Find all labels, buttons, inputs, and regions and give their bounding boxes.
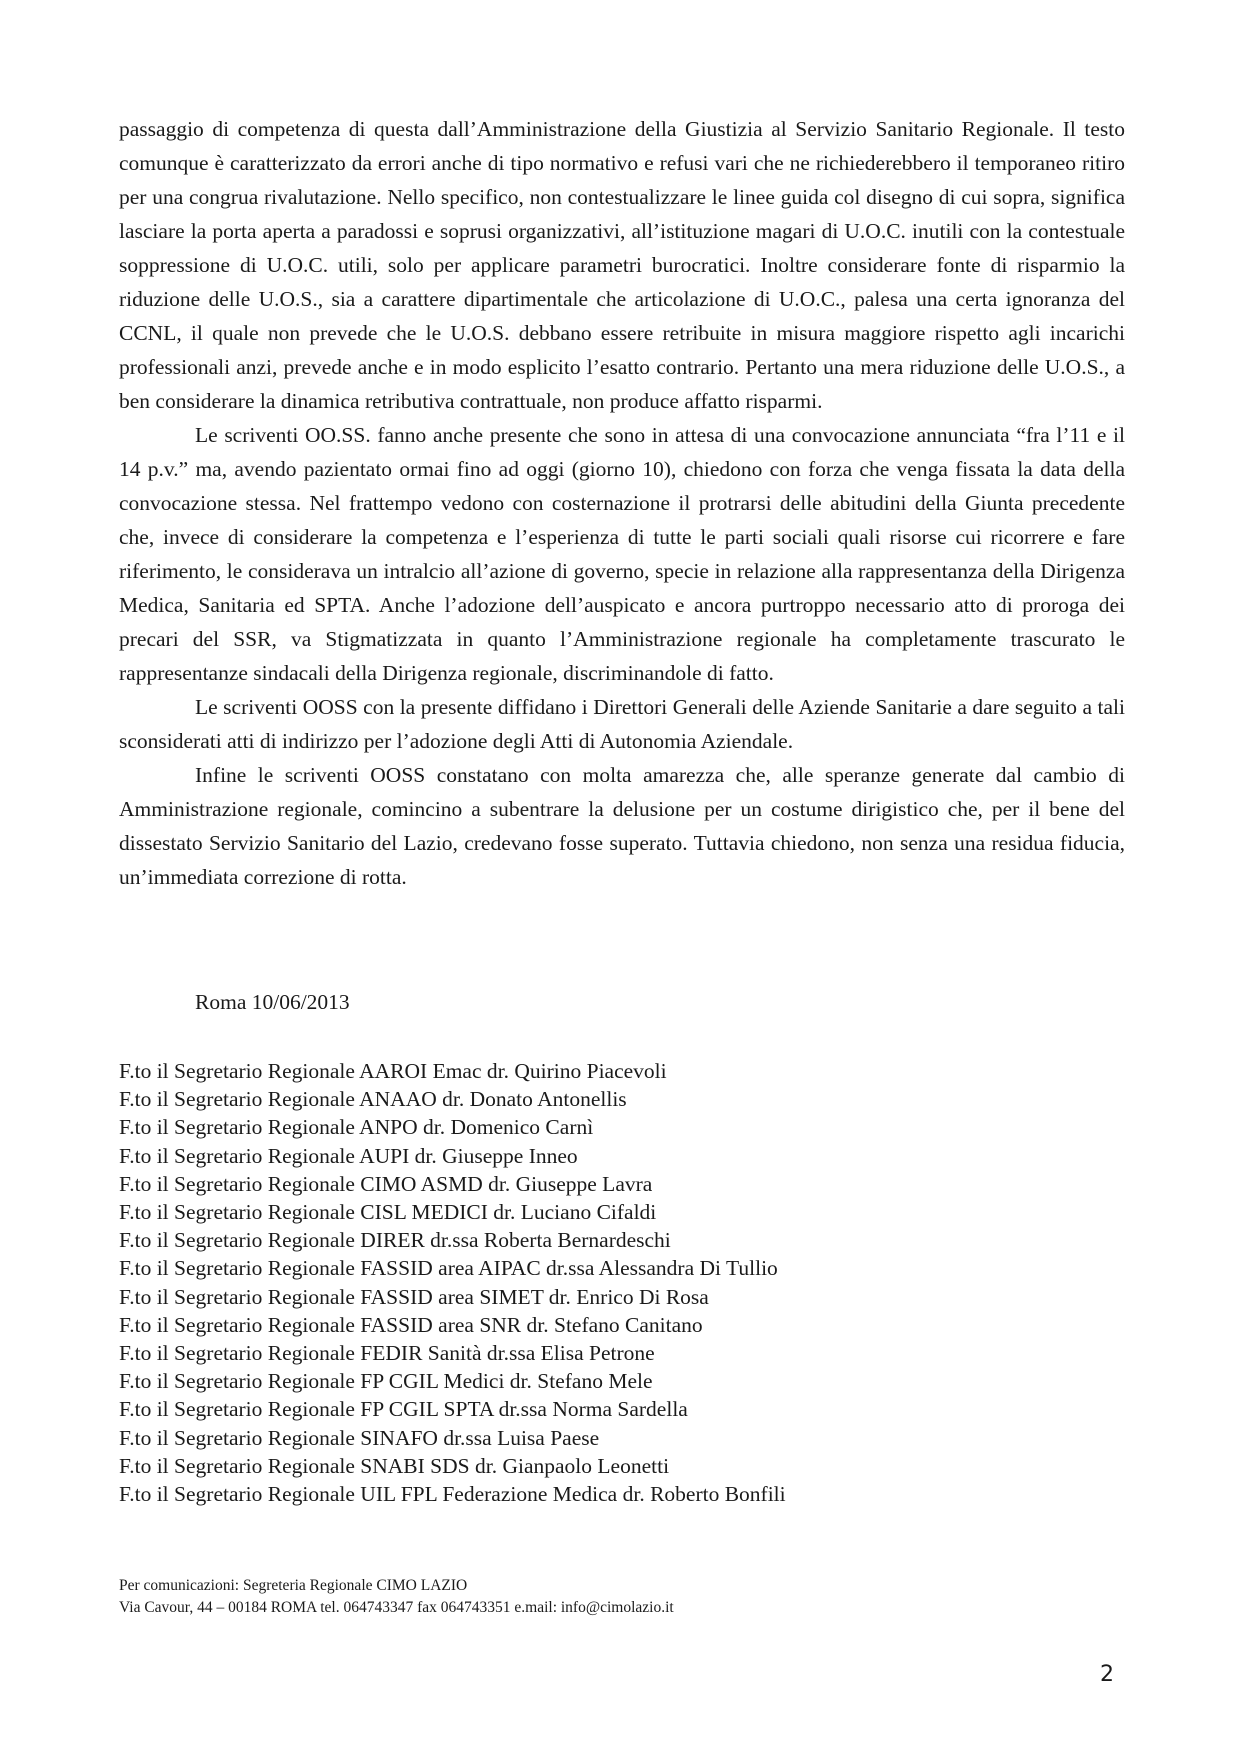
footer-contact-line: Per comunicazioni: Segreteria Regionale CIMO LAZIO [119,1577,468,1594]
signature-line: F.to il Segretario Regionale DIRER dr.ssa Roberta Bernardeschi [119,1228,671,1253]
paragraph-4: Infine le scriventi OOSS constatano con molta amarezza che, alle speranze generate dal cambio di Amministrazione regionale, comincino a subentrare la delusione per un costume dirigistico che, per il bene del dissestato Servizio Sanitario del Lazio, credevano fosse superato. Tuttavia chiedono, non senza una residua fiducia, un’immediata correzione di rotta. [119,763,1125,889]
signature-line: F.to il Segretario Regionale AAROI Emac dr. Quirino Piacevoli [119,1059,667,1083]
signature-line: F.to il Segretario Regionale FEDIR Sanità dr.ssa Elisa Petrone [119,1341,655,1366]
signature-line: F.to il Segretario Regionale FP CGIL SPTA dr.ssa Norma Sardella [119,1397,688,1422]
letter-date: Roma 10/06/2013 [195,990,350,1014]
paragraph-3: Le scriventi OOSS con la presente diffidano i Direttori Generali delle Aziende Sanitarie a dare seguito a tali sconsiderati atti di indirizzo per l’adozione degli Atti di Autonomia Aziendale. [119,695,1125,753]
signature-line: F.to il Segretario Regionale CIMO ASMD dr. Giuseppe Lavra [119,1171,653,1196]
signature-line: F.to il Segretario Regionale ANAAO dr. Donato Antonellis [119,1087,627,1112]
signature-line: F.to il Segretario Regionale SINAFO dr.ssa Luisa Paese [119,1425,600,1450]
signature-line: F.to il Segretario Regionale AUPI dr. Giuseppe Inneo [119,1143,578,1168]
signature-line: F.to il Segretario Regionale SNABI SDS dr. Gianpaolo Leonetti [119,1453,670,1478]
page-number: 2 [1100,1662,1114,1687]
letter-body [119,112,1125,894]
signature-line: F.to il Segretario Regionale FP CGIL Medici dr. Stefano Mele [119,1369,653,1394]
signature-list [119,1057,1125,1508]
footer-address-line: Via Cavour, 44 – 00184 ROMA tel. 064743347 fax 064743351 e.mail: info@cimolazio.it [119,1599,674,1616]
signature-line: F.to il Segretario Regionale CISL MEDICI dr. Luciano Cifaldi [119,1200,657,1225]
signature-line: F.to il Segretario Regionale FASSID area SNR dr. Stefano Canitano [119,1312,703,1337]
signature-line: F.to il Segretario Regionale FASSID area SIMET dr. Enrico Di Rosa [119,1284,709,1309]
signature-line: F.to il Segretario Regionale UIL FPL Federazione Medica dr. Roberto Bonfili [119,1482,786,1507]
paragraph-1: passaggio di competenza di questa dall’Amministrazione della Giustizia al Servizio Sanitario Regionale. Il testo comunque è caratterizzato da errori anche di tipo normativo e refusi vari che ne richiederebbero il temporaneo ritiro per una congrua rivalutazione. Nello specifico, non contestualizzare le linee guida col disegno di cui sopra, significa lasciare la porta aperta a paradossi e soprusi organizzativi, all’istituzione magari di U.O.C. inutili con la contestuale soppressione di U.O.C. utili, solo per applicare parametri burocratici. Inoltre considerare fonte di risparmio la riduzione delle U.O.S., sia a carattere dipartimentale che articolazione di U.O.C., palesa una certa ignoranza del CCNL, il quale non prevede che le U.O.S. debbano essere retribuite in misura maggiore rispetto agli incarichi professionali anzi, prevede anche e in modo esplicito l’esatto contrario. Pertanto una mera riduzione delle U.O.S., a ben considerare la dinamica retributiva contrattuale, non produce affatto risparmi. [119,117,1125,413]
signature-line: F.to il Segretario Regionale FASSID area AIPAC dr.ssa Alessandra Di Tullio [119,1256,778,1281]
page-footer [119,1575,1125,1619]
paragraph-2: Le scriventi OO.SS. fanno anche presente che sono in attesa di una convocazione annunciata “fra l’11 e il 14 p.v.” ma, avendo pazientato ormai fino ad oggi (giorno 10), chiedono con forza che venga fissata la data della convocazione stessa. Nel frattempo vedono con costernazione il protrarsi delle abitudini della Giunta precedente che, invece di considerare la competenza e l’esperienza di tutte le parti sociali quali risorse cui ricorrere e fare riferimento, le considerava un intralcio all’azione di governo, specie in relazione alla rappresentanza della Dirigenza Medica, Sanitaria ed SPTA. Anche l’adozione dell’auspicato e ancora purtroppo necessario atto di proroga dei precari del SSR, va Stigmatizzata in quanto l’Amministrazione regionale ha completamente trascurato le rappresentanze sindacali della Dirigenza regionale, discriminandole di fatto. [119,423,1125,685]
signature-line: F.to il Segretario Regionale ANPO dr. Domenico Carnì [119,1115,594,1140]
